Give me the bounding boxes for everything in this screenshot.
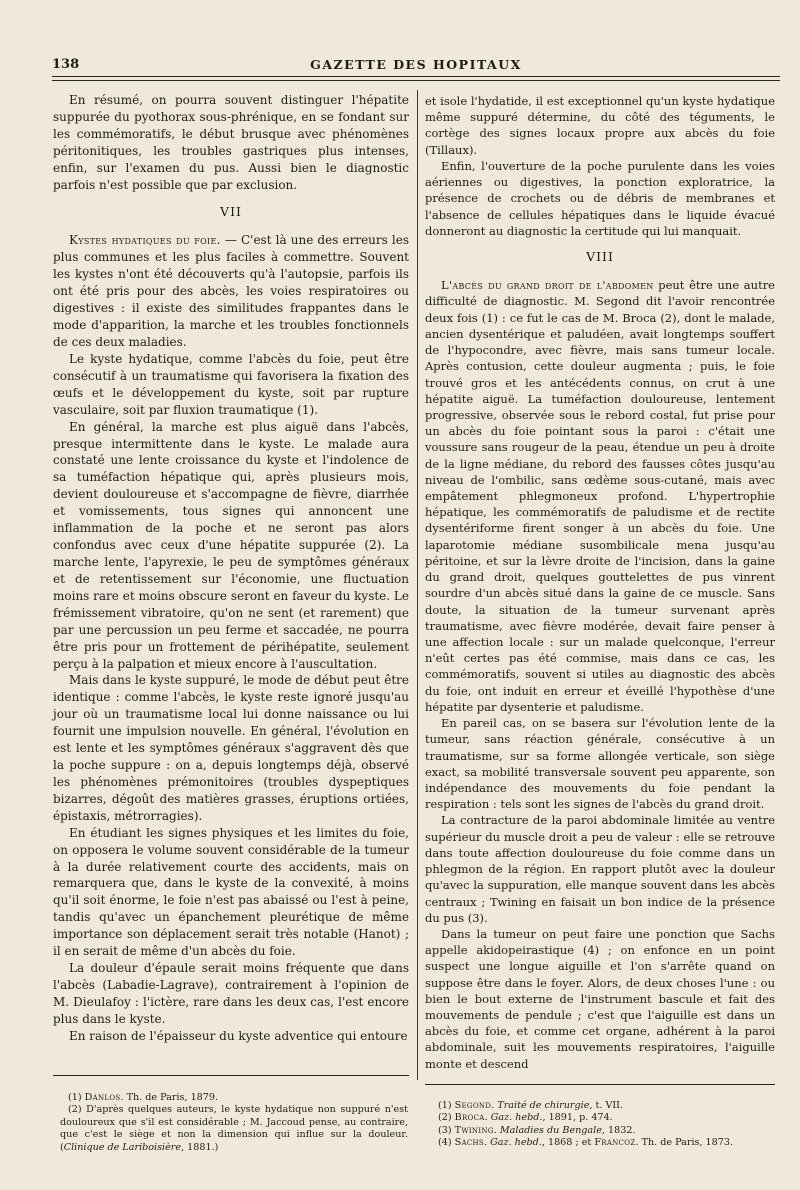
- header-rule: [52, 76, 780, 77]
- column-divider: [417, 90, 418, 1080]
- footnote: (4) Sachs. Gaz. hebd., 1868 ; et Francoz. Th. de Paris, 1873.: [438, 1137, 734, 1149]
- footnote-title: Gaz. hebd.: [490, 1112, 543, 1124]
- footnote: (1) Segond. Traité de chirurgie, t. VII.: [438, 1100, 624, 1111]
- paragraph: Mais dans le kyste suppuré, le mode de début peut être identique : comme l'abcès, le kyste reste ignoré jusqu'au jour où un traumatisme local lui donne naissance ou lui fournit une impulsion nouvelle. En général, l'évolution en est lente et les symptômes généraux s'aggravent dès que la poche suppure : on a, depuis longtemps déjà, observé les phénomènes prémonitoires (troubles dyspeptiques bizarres, dégoût des matières grasses, éruptions ortiées, épistaxis, métrorragies).: [53, 673, 409, 823]
- footnotes-right: [438, 1100, 774, 1150]
- subsection-title: L'abcès du grand droit de l'abdomen: [441, 278, 654, 293]
- footnote-label: (3): [438, 1124, 455, 1136]
- left-column: [53, 92, 409, 1045]
- section-heading-viii: VIII: [586, 248, 614, 264]
- footnote: (2) Broca. Gaz. hebd., 1891, p. 474.: [438, 1112, 613, 1124]
- paragraph-text: — C'est là une des erreurs les plus communes et les plus faciles à commettre. Souvent les kystes n'ont été découverts qu'à l'autopsie, parfois ils ont été pris pour des abcès, les voies respiratoires ou digestives : il existe des similitudes frappantes dans le mode d'apparition, la marche et les troubles fonctionnels de ces deux maladies.: [53, 233, 410, 349]
- footnote-title: Maladies du Bengale: [499, 1124, 602, 1136]
- footnote-label: (1): [68, 1092, 85, 1103]
- page-number: 138: [52, 57, 80, 72]
- footnote: (3) Twining. Maladies du Bengale, 1832.: [438, 1124, 636, 1136]
- footnotes-left: [60, 1092, 408, 1154]
- footnote-source: Clinique de Lariboisière: [63, 1141, 182, 1153]
- footnote-author: Sachs: [454, 1137, 485, 1149]
- paragraph: En général, la marche est plus aiguë dans l'abcès, presque intermittente dans le kyste. Le malade aura constaté une lente croissance du kyste et l'indolence de sa tuméfaction hépatique qui, après plusieurs mois, devient douloureuse et s'accompagne de fièvre, diarrhée et vomissements, tous signes qui annoncent une inflammation de la poche et ne seront pas alors confondus avec ceux d'une hépatite suppurée (2). La marche lente, l'apyrexie, le peu de symptômes généraux et de retentissement sur l'économie, une fluctuation moins rare et moins obscure seront en faveur du kyste. Le frémissement vibratoire, qu'on ne sent (et rarement) que par une percussion un peu ferme et saccadée, ne pourra être pris pour un frottement de périhépatite, seulement perçu à la palpation et mieux encore à l'auscultation.: [53, 419, 409, 671]
- paragraph: [425, 277, 775, 715]
- paragraph: En pareil cas, on se basera sur l'évolution lente de la tumeur, sans réaction générale, consécutive à un traumatisme, sur sa forme allongée verticale, son siège exact, sa mobilité transversale souvent peu apparente, son indépendance des mouvements du foie pendant la respiration : tels sont les signes de l'abcès du grand droit.: [425, 716, 775, 812]
- paragraph: En étudiant les signes physiques et les limites du foie, on opposera le volume souvent considérable de la tumeur à la durée relativement courte des accidents, mais on remarquera que, dans le kyste de la convexité, à moins qu'il soit énorme, le foie n'est pas abaissé ou l'est à peine, tandis qu'avec un épanchement pleurétique de même importance son déplacement serait très notable (Hanot) ; il en serait de même d'un abcès du foie.: [53, 825, 409, 959]
- footnote-label: (2): [68, 1104, 87, 1116]
- paragraph: Dans la tumeur on peut faire une ponction que Sachs appelle akidopeirastique (4) ; on enfonce en un point suspect une longue aiguille et l'on s'arrête quand on suppose être dans le foyer. Alors, de deux choses l'une : ou bien le bout externe de l'instrument bascule et fait des mouvements de pendule ; c'est que l'aiguille est dans un abcès du foie, et comme cet organe, adhérent à la paroi abdominale, suit les mouvements respiratoires, l'aiguille monte et descend: [425, 926, 775, 1071]
- footnote-author: Broca: [454, 1112, 485, 1124]
- footnote-text: . Th. de Paris, 1873.: [635, 1137, 734, 1149]
- footnote-text: D'après quelques auteurs, le kyste hydatique non suppuré n'est douloureux que s'il est considérable ; M. Jaccoud pense, au contraire, que c'est le siège et non la dimension qui influe sur la douleur. (: [60, 1104, 409, 1153]
- paragraph: La contracture de la paroi abdominale limitée au ventre supérieur du muscle droit a peu de valeur : elle se retrouve dans toute affection douloureuse du foie comme dans un phlegmon de la région. En rapport plutôt avec la douleur qu'avec la suppuration, elle manque souvent dans les abcès centraux ; Twining en faisait un bon indice de la présence du pus (3).: [425, 813, 775, 925]
- section-heading-vii: VII: [220, 203, 242, 219]
- header-rule-thin: [52, 80, 780, 81]
- footnote-title: Traité de chirurgie: [497, 1100, 590, 1111]
- footnote-author: Twining: [454, 1124, 494, 1136]
- paragraph: La douleur d'épaule serait moins fréquente que dans l'abcès (Labadie-Lagrave), contrairement à l'opinion de M. Dieulafoy : l'ictère, rare dans les deux cas, l'est encore plus dans le kyste.: [53, 961, 409, 1026]
- running-title: GAZETTE DES HOPITAUX: [310, 57, 522, 72]
- footnote-text: . Th. de Paris, 1879.: [120, 1092, 219, 1103]
- footnote-text: , 1881.): [181, 1141, 219, 1153]
- footnote-text: , 1868 ; et: [541, 1137, 595, 1149]
- subsection-title: Kystes hydatiques du foie.: [69, 233, 221, 248]
- paragraph: Le kyste hydatique, comme l'abcès du foie, peut être consécutif à un traumatisme qui favorisera la fixation des œufs et le développement du kyste, soit par rupture vasculaire, soit par fluxion traumatique (1).: [53, 351, 409, 417]
- paragraph: et isole l'hydatide, il est exceptionnel qu'un kyste hydatique même suppuré détermine, du côté des téguments, le cortège des signes locaux propre aux abcès du foie (Tillaux).: [425, 94, 775, 157]
- footnote-text: , 1891, p. 474.: [542, 1112, 613, 1124]
- footnote-author: Francoz: [594, 1137, 636, 1149]
- footnote-label: (2): [438, 1112, 455, 1124]
- footnote-author: Danlos: [84, 1092, 121, 1103]
- paragraph-text: peut être une autre difficulté de diagnostic. M. Segond dit l'avoir rencontrée deux fois (1) : ce fut le cas de M. Broca (2), dont le malade, ancien dysentérique et paludéen, avait longtemps souffert de l'hypocondre, avec fièvre, mais sans tumeur locale. Après contusion, cette douleur augmenta ; puis, le foie trouvé gros et les antécédents connus, on crut à une hépatite aiguë. La tuméfaction douloureuse, lentement progressive, observée sous le rebord costal, fut prise pour un abcès du foie pointant sous la paroi : c'était une voussure sans rougeur de la peau, étendue un peu à droite de la ligne médiane, du rebord des fausses côtes jusqu'au niveau de l'ombilic, sans œdème sous-cutané, mais avec empâtement phlegmoneux profond. L'hypertrophie hépatique, les commémoratifs de paludisme et de rectite dysentériforme firent songer à un abcès du foie. Une laparotomie médiane susombilicale mena jusqu'au péritoine, et sur la lèvre droite de l'incision, dans la gaine du grand droit, quelques gouttelettes de pus vinrent sourdre d'un abcès situé dans la gaine de ce muscle. Sans doute, la situation de la tumeur survenant après traumatisme, avec fièvre modérée, devait faire penser à une affection locale : sur un malade quelconque, l'erreur n'eût certes pas été commise, mais dans ce cas, les commémoratifs, souvent si utiles au diagnostic des abcès du foie, ont induit en erreur et éveillé l'hypothèse d'une hépatite par dysenterie et paludisme.: [425, 278, 775, 714]
- footnote: [60, 1104, 408, 1154]
- footnote-rule: [425, 1084, 775, 1085]
- paragraph: [53, 232, 409, 350]
- footnote-title: Gaz. hebd.: [490, 1137, 542, 1149]
- footnote: [60, 1092, 408, 1104]
- paragraph: En résumé, on pourra souvent distinguer l'hépatite suppurée du pyothorax sous-phrénique, en se fondant sur les commémoratifs, le début brusque avec phénomènes péritonitiques, les troubles gastriques plus intenses, enfin, sur l'examen du pus. Aussi bien le diagnostic parfois n'est possible que par exclusion.: [53, 93, 409, 192]
- page-header: [52, 57, 780, 75]
- footnote-label: (4): [438, 1137, 455, 1149]
- right-column: [425, 93, 775, 1072]
- paragraph: En raison de l'épaisseur du kyste adventice qui entoure: [69, 1028, 408, 1043]
- footnote-text: , 1832.: [601, 1124, 636, 1136]
- footnote-label: (1): [438, 1100, 455, 1111]
- footnote-rule: [53, 1075, 409, 1076]
- footnote-author: Segond: [454, 1100, 492, 1111]
- paragraph: Enfin, l'ouverture de la poche purulente dans les voies aériennes ou digestives, la ponction exploratrice, la présence de crochets ou de débris de membranes et l'absence de cellules hépatiques dans le liquide évacué donneront au diagnostic la certitude qui lui manquait.: [425, 158, 775, 238]
- footnote-text: , t. VII.: [589, 1100, 624, 1111]
